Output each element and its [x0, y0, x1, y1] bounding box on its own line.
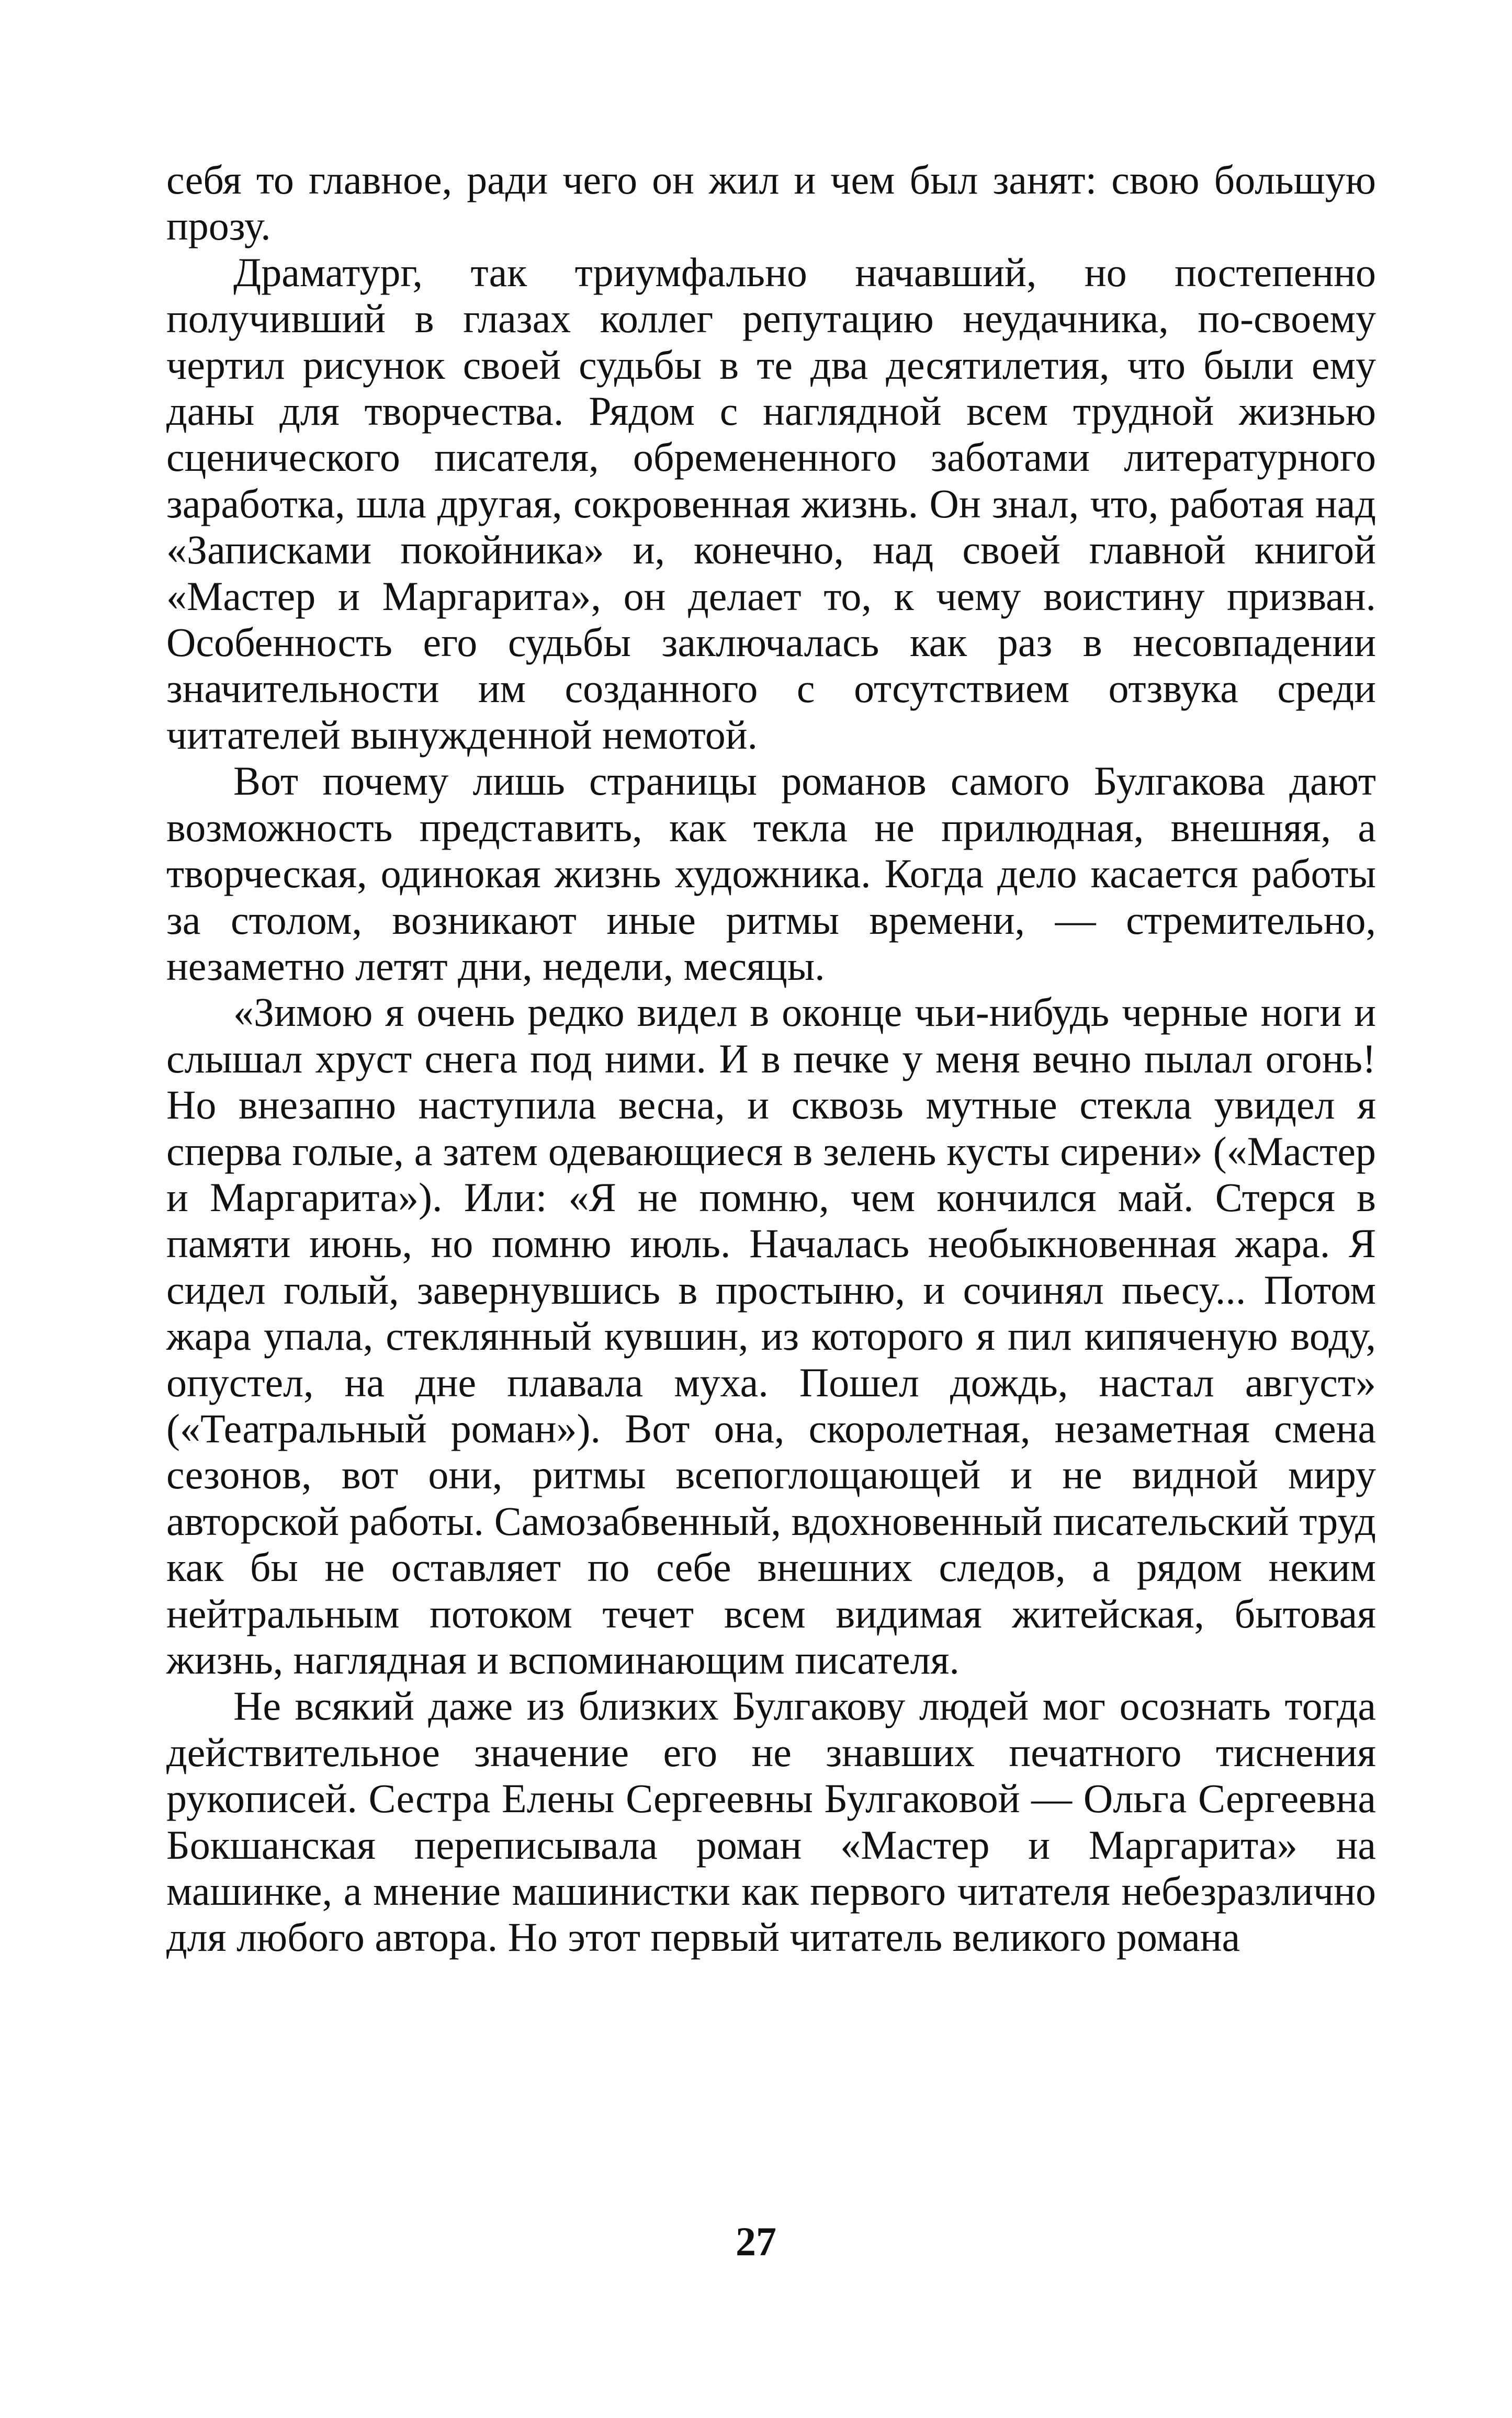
paragraph-4: «Зимою я очень редко видел в оконце чьи-нибудь черные ноги и слышал хруст снега под ними. И в печке у меня вечно пылал огонь! Но внезапно наступила весна, и сквозь мутные стекла увидел я сперва голые, а затем одевающиеся в зелень кусты сирени» («Мастер и Маргарита»). Или: «Я не помню, чем кончился май. Стерся в памяти июнь, но помню июль. Началась необыкновенная жара. Я сидел голый, завернувшись в простыню, и сочинял пьесу... Потом жара упала, стеклянный кувшин, из которого я пил кипяченую воду, опустел, на дне плавала муха. Пошел дождь, настал август» («Театральный роман»). Вот она, скоролетная, незаметная смена сезонов, вот они, ритмы всепоглощающей и не видной миру авторской работы. Самозабвенный, вдохновенный писательский труд как бы не оставляет по себе внешних следов, а рядом неким нейтральным потоком течет всем видимая житейская, бытовая жизнь, наглядная и вспоминающим писателя.: [166, 989, 1376, 1682]
page-number: 27: [736, 2219, 776, 2264]
paragraph-3: Вот почему лишь страницы романов самого Булгакова дают возможность представить, как текла не прилюдная, внешняя, а творческая, одинокая жизнь художника. Когда дело касается работы за столом, возникают иные ритмы времени, — стремительно, незаметно летят дни, недели, месяцы.: [166, 758, 1376, 989]
paragraph-1: себя то главное, ради чего он жил и чем был занят: свою большую прозу.: [166, 157, 1376, 249]
page-text-block: [166, 157, 1376, 1961]
paragraph-2: Драматург, так триумфально начавший, но постепенно получивший в глазах коллег репутацию неудачника, по-своему чертил рисунок своей судьбы в те два десятилетия, что были ему даны для творчества. Рядом с наглядной всем трудной жизнью сценического писателя, обремененного заботами литературного заработка, шла другая, сокровенная жизнь. Он знал, что, работая над «Записками покойника» и, конечно, над своей главной книгой «Мастер и Маргарита», он делает то, к чему воистину призван. Особенность его судьбы заключалась как раз в несовпадении значительности им созданного с отсутствием отзвука среди читателей вынужденной немотой.: [166, 249, 1376, 758]
paragraph-5: Не всякий даже из близких Булгакову людей мог осознать тогда действительное значение его не знавших печатного тиснения рукописей. Сестра Елены Сергеевны Булгаковой — Ольга Сергеевна Бокшанская переписывала роман «Мастер и Маргарита» на машинке, а мнение машинистки как первого читателя небезразлично для любого автора. Но этот первый читатель великого романа: [166, 1683, 1376, 1960]
